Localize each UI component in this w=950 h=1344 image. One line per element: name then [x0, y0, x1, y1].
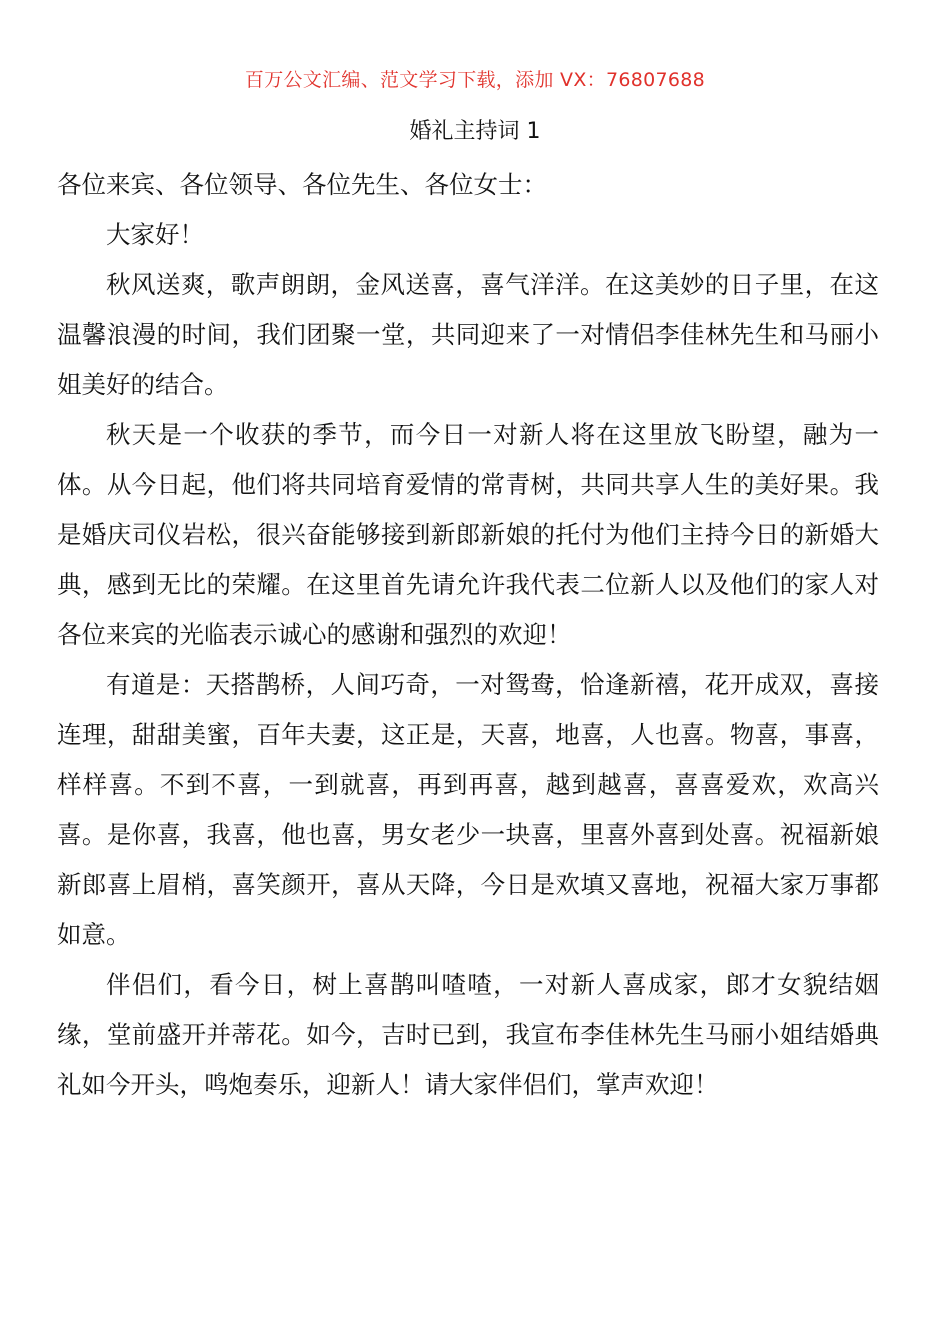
header-note: 百万公文汇编、范文学习下载，添加 VX：76807688 — [244, 69, 706, 91]
paragraph-ceremony-start: 伴侣们，看今日，树上喜鹊叫喳喳，一对新人喜成家，郎才女貌结姻缘，堂前盛开并蒂花。如今，吉时已到，我宣布李佳林先生马丽小姐结婚典礼如今开头，鸣炮奏乐，迎新人！请大家伴侣们，掌声欢迎！ — [57, 970, 879, 1099]
paragraph-harvest-season: 秋天是一个收获的季节，而今日一对新人将在这里放飞盼望，融为一体。从今日起，他们将共同培育爱情的常青树，共同共享人生的美好果。我是婚庆司仪岩松，很兴奋能够接到新郎新娘的托付为他们主持今日的新婚大典，感到无比的荣耀。在这里首先请允许我代表二位新人以及他们的家人对各位来宾的光临表示诚心的感谢和强烈的欢迎！ — [57, 420, 879, 649]
document-title: 婚礼主持词 1 — [409, 119, 541, 144]
document-body — [57, 160, 879, 1110]
salutation: 各位来宾、各位领导、各位先生、各位女士： — [57, 170, 547, 199]
paragraph-greeting: 大家好！ — [106, 220, 204, 249]
paragraph-blessings: 有道是：天搭鹊桥，人间巧奇，一对鸳鸯，恰逢新禧，花开成双，喜接连理，甜甜美蜜，百年夫妻，这正是，天喜，地喜，人也喜。物喜，事喜，样样喜。不到不喜，一到就喜，再到再喜，越到越喜，喜喜爱欢，欢高兴喜。是你喜，我喜，他也喜，男女老少一块喜，里喜外喜到处喜。祝福新娘新郎喜上眉梢，喜笑颜开，喜从天降，今日是欢填又喜地，祝福大家万事都如意。 — [57, 670, 879, 949]
paragraph-autumn-breeze: 秋风送爽，歌声朗朗，金风送喜，喜气洋洋。在这美妙的日子里，在这温馨浪漫的时间，我们团聚一堂，共同迎来了一对情侣李佳林先生和马丽小姐美好的结合。 — [57, 270, 879, 399]
